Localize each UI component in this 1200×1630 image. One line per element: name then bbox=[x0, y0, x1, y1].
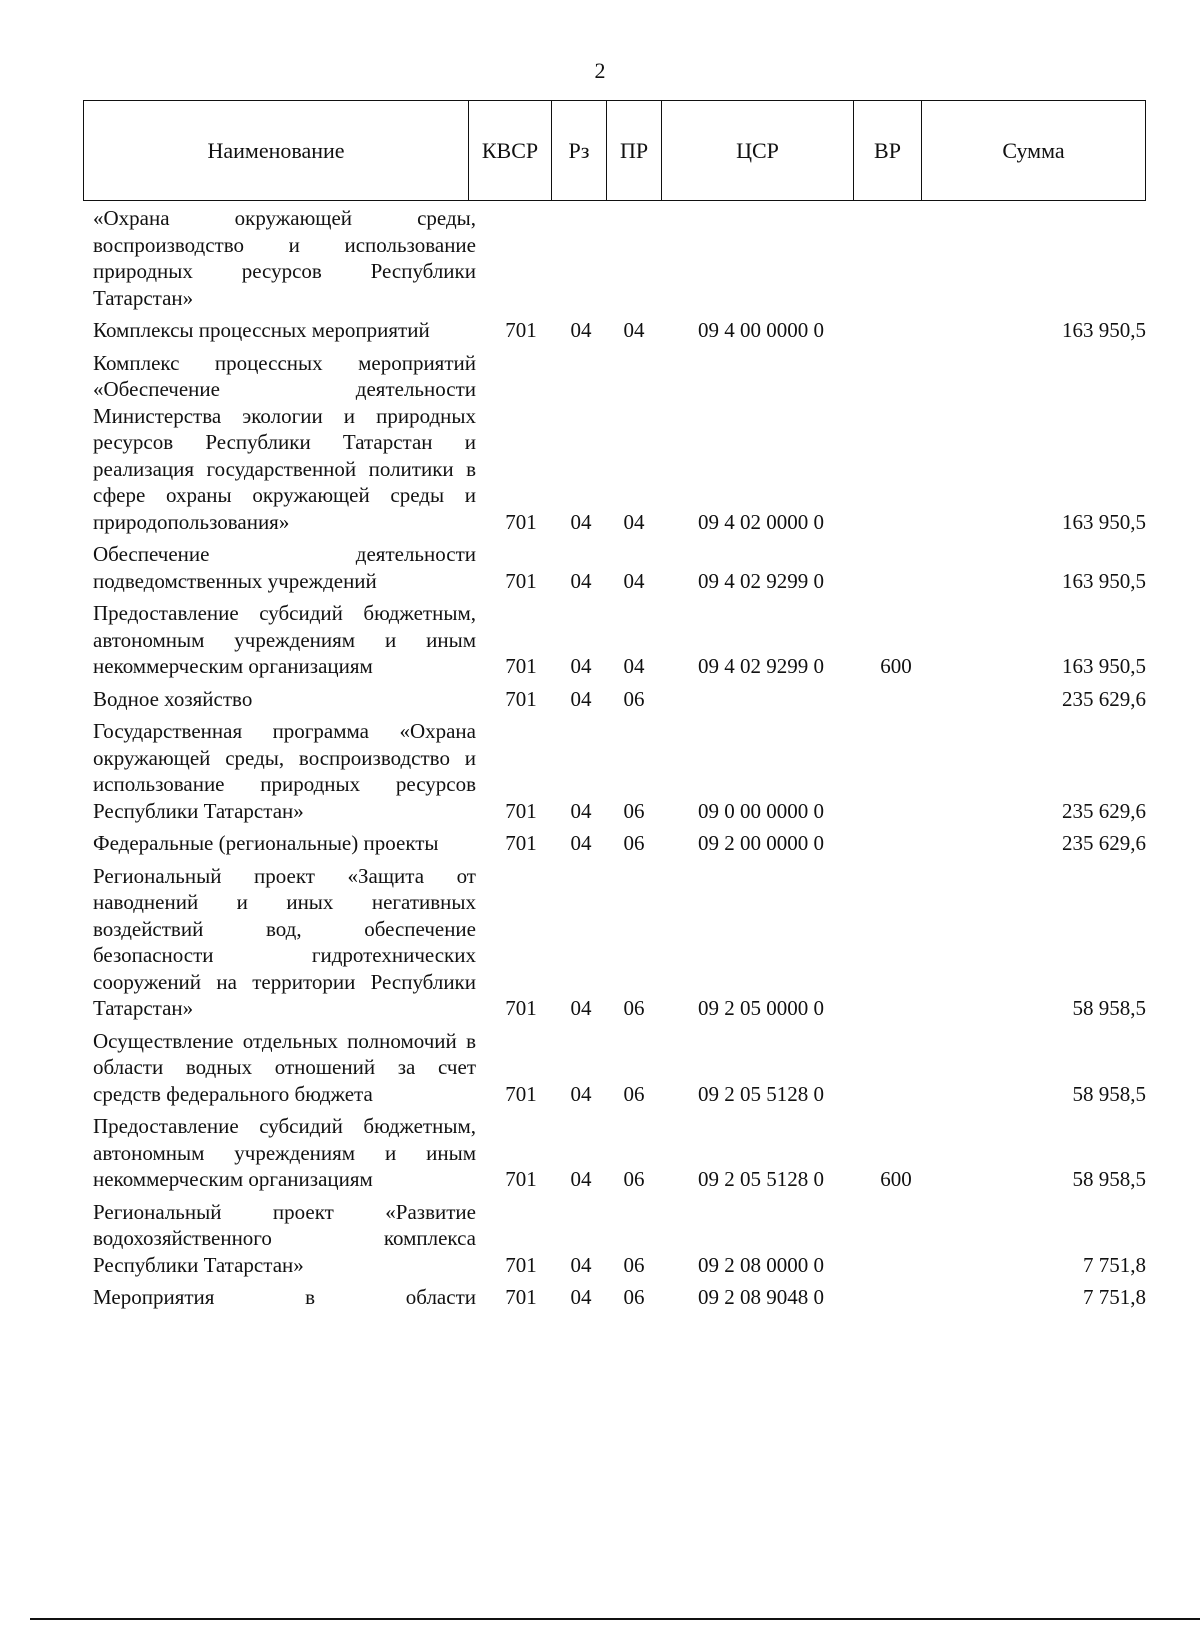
header-vr: ВР bbox=[854, 101, 922, 201]
table-row bbox=[0, 317, 1200, 344]
row-name: Предоставление субсидий бюджетным, автономным учреждениям и иным некоммерческим организациям bbox=[93, 601, 476, 678]
row-csr: 09 0 00 0000 0 bbox=[698, 798, 824, 823]
row-pr: 06 bbox=[623, 1285, 645, 1309]
row-sum: 235 629,6 bbox=[1062, 686, 1146, 711]
row-csr: 09 2 00 0000 0 bbox=[698, 831, 824, 855]
row-kvsr: 701 bbox=[505, 831, 537, 855]
row-name: Комплексы процессных мероприятий bbox=[93, 318, 430, 342]
row-kvsr: 701 bbox=[505, 686, 537, 711]
table-header bbox=[83, 100, 1146, 201]
row-pr: 04 bbox=[623, 318, 645, 342]
row-sum: 163 950,5 bbox=[1062, 654, 1146, 678]
row-rz: 04 bbox=[570, 1167, 592, 1191]
row-kvsr: 701 bbox=[505, 654, 537, 678]
row-name: Региональный проект «Развитие водохозяйственного комплекса Республики Татарстан» bbox=[93, 1199, 476, 1277]
row-sum: 163 950,5 bbox=[1062, 568, 1146, 593]
row-name: Водное хозяйство bbox=[93, 686, 253, 711]
row-pr: 06 bbox=[623, 831, 645, 855]
row-name: Предоставление субсидий бюджетным, автономным учреждениям и иным некоммерческим организациям bbox=[93, 1114, 476, 1191]
row-rz: 04 bbox=[570, 318, 592, 342]
row-csr: 09 4 02 9299 0 bbox=[698, 654, 824, 678]
row-pr: 04 bbox=[623, 509, 645, 534]
row-kvsr: 701 bbox=[505, 1285, 537, 1309]
row-csr: 09 2 05 5128 0 bbox=[698, 1167, 824, 1191]
row-rz: 04 bbox=[570, 831, 592, 855]
row-pr: 06 bbox=[623, 686, 645, 711]
table-row bbox=[0, 686, 1200, 713]
row-kvsr: 701 bbox=[505, 509, 537, 534]
table-row bbox=[0, 830, 1200, 857]
row-rz: 04 bbox=[570, 1252, 592, 1277]
row-sum: 235 629,6 bbox=[1062, 831, 1146, 855]
row-kvsr: 701 bbox=[505, 568, 537, 593]
row-kvsr: 701 bbox=[505, 1252, 537, 1277]
header-sum: Сумма bbox=[922, 101, 1146, 201]
row-rz: 04 bbox=[570, 1285, 592, 1309]
row-pr: 06 bbox=[623, 1167, 645, 1191]
row-name: «Охрана окружающей среды, воспроизводство и использование природных ресурсов Республики Татарстан» bbox=[93, 206, 476, 310]
row-csr: 09 4 00 0000 0 bbox=[698, 318, 824, 342]
header-rz: Рз bbox=[552, 101, 607, 201]
table-row bbox=[0, 718, 1200, 824]
row-sum: 235 629,6 bbox=[1062, 798, 1146, 823]
row-sum: 58 958,5 bbox=[1072, 1081, 1146, 1106]
row-kvsr: 701 bbox=[505, 798, 537, 823]
header-csr: ЦСР bbox=[662, 101, 854, 201]
row-name: Региональный проект «Защита от наводнений и иных негативных воздействий вод, обеспечение безопасности гидротехнических сооружений на территории Республики Татарстан» bbox=[93, 863, 476, 1020]
row-name: Государственная программа «Охрана окружающей среды, воспроизводство и использование природных ресурсов Республики Татарстан» bbox=[93, 719, 476, 823]
row-csr: 09 2 08 0000 0 bbox=[698, 1252, 824, 1277]
table-row bbox=[0, 863, 1200, 1022]
row-name: Федеральные (региональные) проекты bbox=[93, 831, 439, 855]
row-rz: 04 bbox=[570, 654, 592, 678]
table-row bbox=[0, 350, 1200, 536]
row-csr: 09 4 02 0000 0 bbox=[698, 509, 824, 534]
table-row bbox=[0, 1199, 1200, 1279]
row-rz: 04 bbox=[570, 996, 592, 1020]
header-name: Наименование bbox=[84, 101, 469, 201]
table-row bbox=[0, 1284, 1200, 1311]
bottom-divider bbox=[30, 1618, 1200, 1620]
row-name: Обеспечение деятельности подведомственных учреждений bbox=[93, 542, 476, 593]
row-vr: 600 bbox=[880, 654, 912, 678]
row-csr: 09 2 05 0000 0 bbox=[698, 996, 824, 1020]
row-rz: 04 bbox=[570, 509, 592, 534]
row-kvsr: 701 bbox=[505, 318, 537, 342]
table-row bbox=[0, 600, 1200, 680]
table-row bbox=[0, 541, 1200, 594]
row-pr: 06 bbox=[623, 1081, 645, 1106]
page-number: 2 bbox=[594, 58, 606, 83]
table-row bbox=[0, 1028, 1200, 1108]
header-pr: ПР bbox=[607, 101, 662, 201]
row-name: Осуществление отдельных полномочий в области водных отношений за счет средств федерального бюджета bbox=[93, 1028, 476, 1106]
row-pr: 04 bbox=[623, 654, 645, 678]
row-pr: 04 bbox=[623, 568, 645, 593]
row-kvsr: 701 bbox=[505, 1167, 537, 1191]
row-sum: 58 958,5 bbox=[1072, 1167, 1146, 1191]
row-kvsr: 701 bbox=[505, 996, 537, 1020]
row-sum: 7 751,8 bbox=[1083, 1285, 1146, 1309]
row-sum: 7 751,8 bbox=[1083, 1252, 1146, 1277]
row-rz: 04 bbox=[570, 798, 592, 823]
row-name: Мероприятия в области bbox=[93, 1285, 476, 1309]
row-sum: 58 958,5 bbox=[1072, 996, 1146, 1020]
table-body bbox=[0, 205, 1200, 1317]
header-kvsr: КВСР bbox=[469, 101, 552, 201]
row-kvsr: 701 bbox=[505, 1081, 537, 1106]
row-sum: 163 950,5 bbox=[1062, 509, 1146, 534]
table-row bbox=[0, 205, 1200, 311]
row-sum: 163 950,5 bbox=[1062, 318, 1146, 342]
row-name: Комплекс процессных мероприятий «Обеспечение деятельности Министерства экологии и природных ресурсов Республики Татарстан и реализация государственной политики в сфере охраны окружающей среды и природопользования» bbox=[93, 350, 476, 534]
row-csr: 09 2 05 5128 0 bbox=[698, 1081, 824, 1106]
row-rz: 04 bbox=[570, 1081, 592, 1106]
row-csr: 09 4 02 9299 0 bbox=[698, 568, 824, 593]
table-row bbox=[0, 1113, 1200, 1193]
row-vr: 600 bbox=[880, 1167, 912, 1191]
row-pr: 06 bbox=[623, 1252, 645, 1277]
row-csr: 09 2 08 9048 0 bbox=[698, 1285, 824, 1309]
row-pr: 06 bbox=[623, 996, 645, 1020]
row-rz: 04 bbox=[570, 568, 592, 593]
row-pr: 06 bbox=[623, 798, 645, 823]
row-rz: 04 bbox=[570, 686, 592, 711]
